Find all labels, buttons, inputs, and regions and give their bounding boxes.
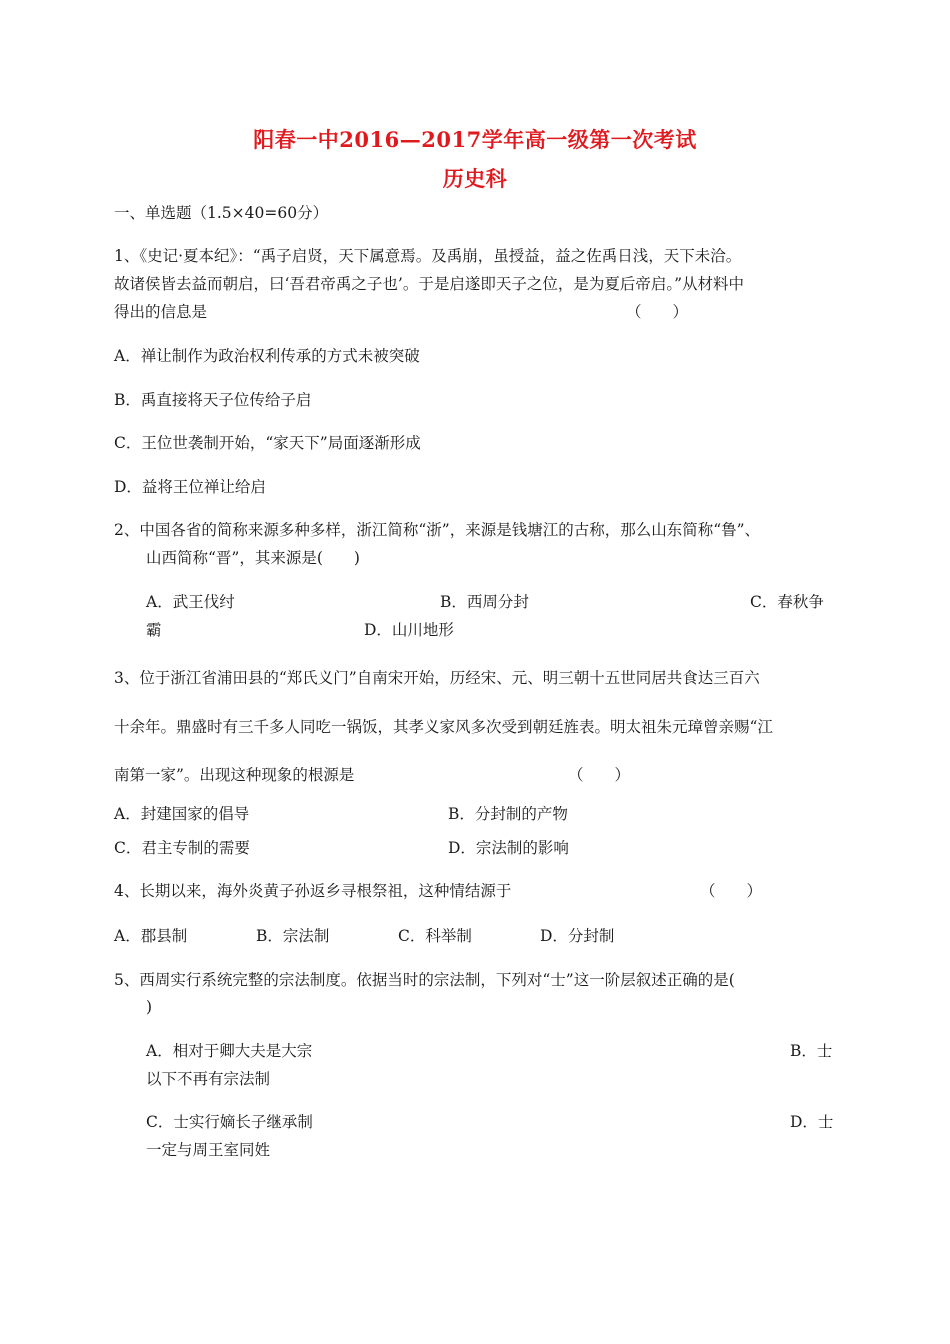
q5-option-b-continued: 以下不再有宗法制 — [146, 1070, 271, 1088]
subject-title: 历史科 — [442, 166, 508, 191]
q1-option-d: D．益将王位禅让给启 — [114, 478, 266, 496]
q1-answer-bracket: （ ） — [626, 303, 689, 321]
q1-option-b: B．禹直接将天子位传给子启 — [114, 391, 312, 409]
q5-line-1: 5、西周实行系统完整的宗法制度。依据当时的宗法制，下列对“士”这一阶层叙述正确的是( — [114, 971, 735, 989]
q1-option-a: A．禅让制作为政治权利传承的方式未被突破 — [114, 347, 420, 365]
q5-option-d-continued: 一定与周王室同姓 — [146, 1141, 271, 1159]
q2-option-c: C．春秋争 — [750, 593, 824, 611]
q5-option-d: D．士 — [790, 1113, 834, 1131]
q4-option-b: B．宗法制 — [256, 927, 330, 945]
q2-option-c-continued: 霸 — [146, 621, 162, 639]
exam-title: 阳春一中2016—2017学年高一级第一次考试 — [253, 127, 697, 152]
q5-option-b: B．士 — [790, 1042, 833, 1060]
q2-option-a: A．武王伐纣 — [146, 593, 235, 611]
q5-option-c: C．士实行嫡长子继承制 — [146, 1113, 313, 1131]
q3-option-d: D．宗法制的影响 — [448, 839, 569, 857]
q3-option-c: C．君主专制的需要 — [114, 839, 250, 857]
q4-option-c: C．科举制 — [398, 927, 472, 945]
q3-line-1: 3、位于浙江省浦田县的“郑氏义门”自南宋开始，历经宋、元、明三朝十五世同居共食达三百六 — [114, 669, 760, 687]
q3-answer-bracket: （ ） — [568, 766, 631, 784]
q4-option-a: A．郡县制 — [114, 927, 188, 945]
q3-line-3: 南第一家”。出现这种现象的根源是 — [114, 766, 355, 784]
q1-line-3: 得出的信息是 — [114, 303, 208, 321]
q3-line-2: 十余年。鼎盛时有三千多人同吃一锅饭，其孝义家风多次受到朝廷旌表。明太祖朱元璋曾亲赐“江 — [114, 718, 773, 736]
q3-option-b: B．分封制的产物 — [448, 805, 568, 823]
q4-line-1: 4、长期以来，海外炎黄子孙返乡寻根祭祖，这种情结源于 — [114, 882, 512, 900]
q1-option-c: C．王位世袭制开始，“家天下”局面逐渐形成 — [114, 434, 421, 452]
q2-option-d: D．山川地形 — [364, 621, 454, 639]
q5-line-2: ) — [146, 998, 153, 1016]
q5-option-a: A．相对于卿大夫是大宗 — [146, 1042, 313, 1060]
q1-line-1: 1、《史记·夏本纪》：“禹子启贤，天下属意焉。及禹崩，虽授益，益之佐禹日浅，天下未洽。 — [114, 247, 742, 265]
q4-option-d: D．分封制 — [540, 927, 615, 945]
q2-option-b: B．西周分封 — [440, 593, 529, 611]
section-heading: 一、单选题（1.5×40=60分） — [114, 204, 329, 222]
q2-line-2: 山西简称“晋”，其来源是( ) — [146, 549, 360, 567]
q4-answer-bracket: （ ） — [700, 882, 763, 900]
q3-option-a: A．封建国家的倡导 — [114, 805, 250, 823]
q1-line-2: 故诸侯皆去益而朝启，曰‘吾君帝禹之子也’。于是启遂即天子之位，是为夏后帝启。”从材料中 — [114, 275, 745, 293]
q2-line-1: 2、中国各省的简称来源多种多样，浙江简称“浙”，来源是钱塘江的古称，那么山东简称“鲁”、 — [114, 521, 761, 539]
